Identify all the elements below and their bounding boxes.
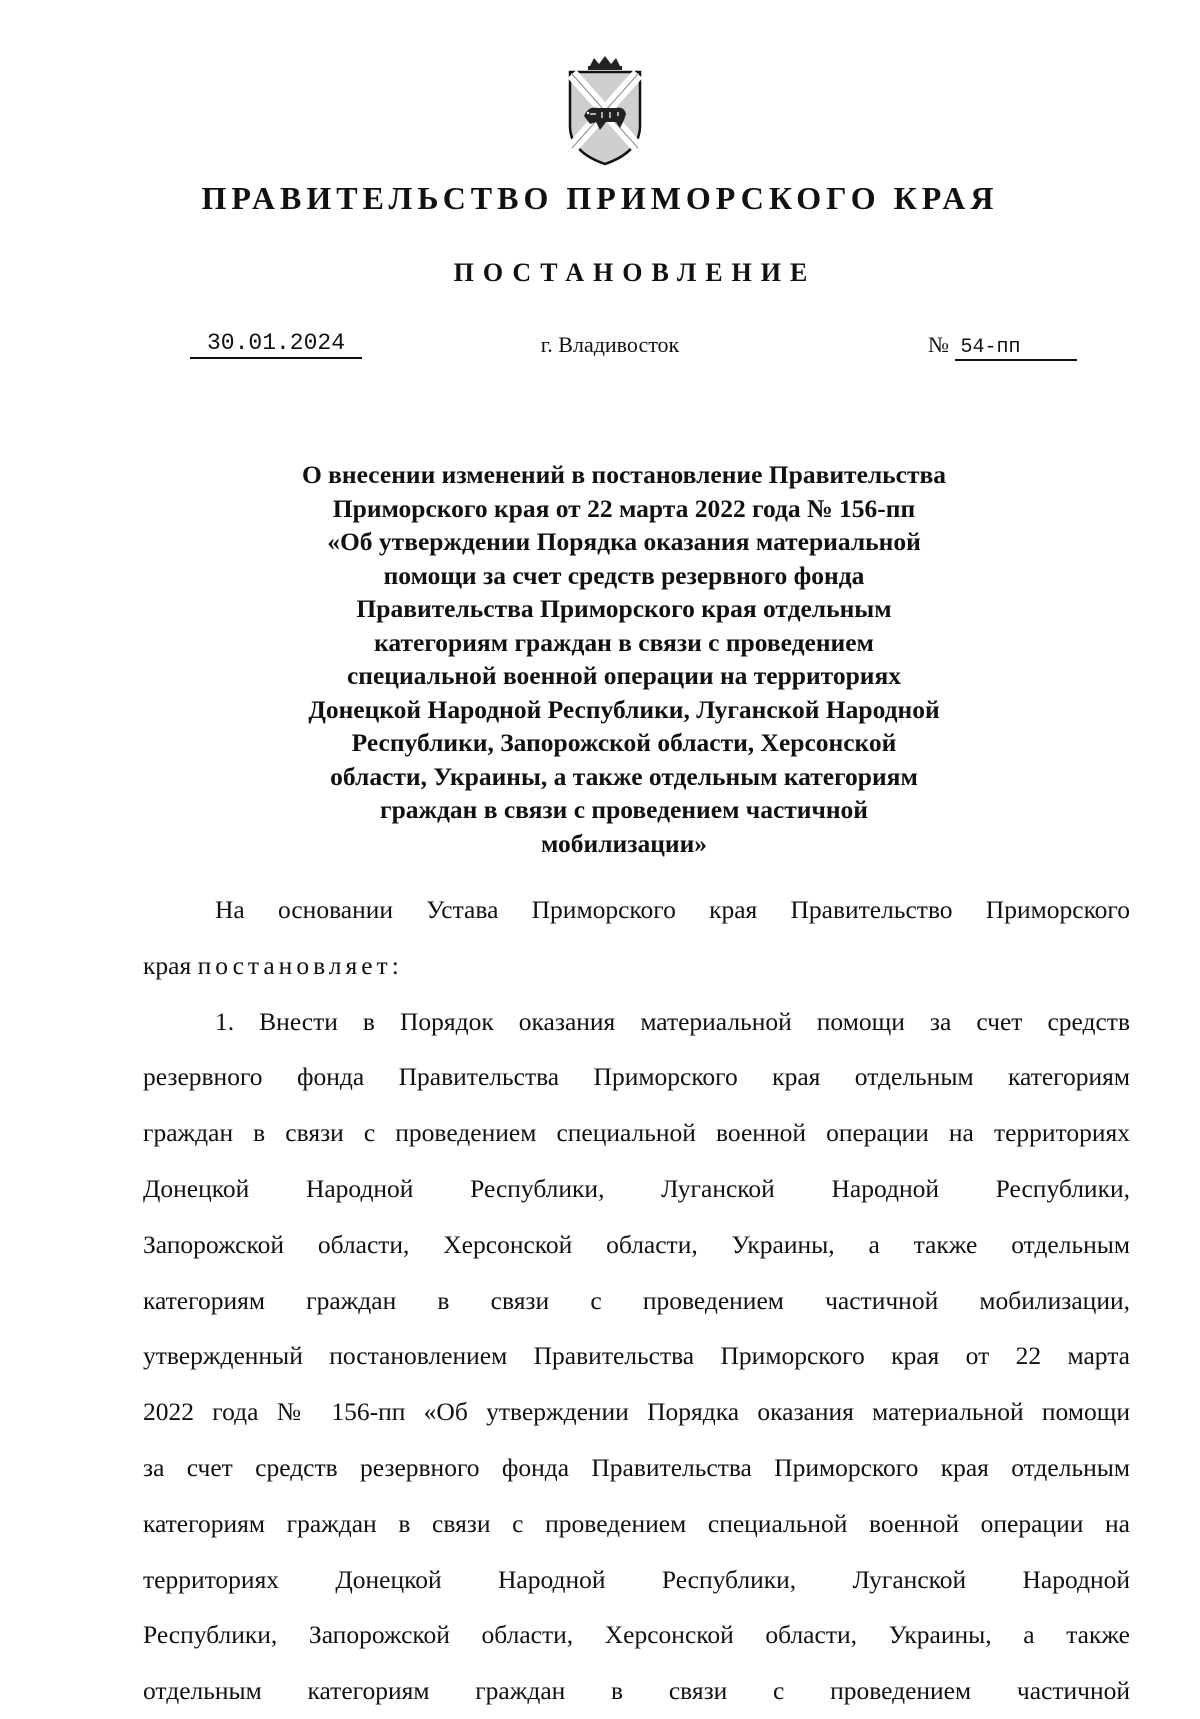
body-line: Запорожской области, Херсонской области, Украины, а также отдельным (143, 1229, 1130, 1259)
subject-line: Республики, Запорожской области, Херсонской (351, 728, 897, 757)
body-line: Республики, Запорожской области, Херсонской области, Украины, а также (143, 1620, 1130, 1650)
subject-line: Правительства Приморского края отдельным (356, 594, 892, 623)
body-line: резервного фонда Правительства Приморского края отдельным категориям (143, 1062, 1130, 1092)
body-line: отдельным категориям граждан в связи с проведением частичной (143, 1676, 1130, 1706)
coat-of-arms-emblem (566, 56, 644, 168)
document-city: г. Владивосток (540, 332, 680, 357)
subject-line: Донецкой Народной Республики, Луганской Народной (308, 694, 940, 724)
subject-line: категориям граждан в связи с проведением (374, 627, 874, 657)
body-line (143, 938, 1130, 994)
body-text: края (143, 950, 192, 980)
body-line: 2022 года № 156-пп «Об утверждении Порядка оказания материальной помощи (143, 1397, 1130, 1427)
subject-line: Приморского края от 22 марта 2022 года № 156-пп (332, 493, 916, 523)
number-label: № (928, 332, 949, 357)
body-line: 1. Внести в Порядок оказания материальной помощи за счет средств (215, 1006, 1130, 1036)
body-line: категориям граждан в связи с проведением специальной военной операции на (143, 1508, 1130, 1538)
document-type: ПОСТАНОВЛЕНИЕ (453, 258, 817, 287)
body-line: утвержденный постановлением Правительства Приморского края от 22 марта (143, 1341, 1130, 1371)
subject-line: «Об утверждении Порядка оказания материальной (327, 527, 921, 556)
organization-title: ПРАВИТЕЛЬСТВО ПРИМОРСКОГО КРАЯ (201, 180, 999, 216)
body-line: категориям граждан в связи с проведением частичной мобилизации, (143, 1285, 1130, 1315)
subject-line: граждан в связи с проведением частичной (379, 795, 868, 824)
subject-line: области, Украины, а также отдельным категориям (330, 761, 918, 791)
subject-line: помощи за счет средств резервного фонда (383, 560, 865, 590)
document-date: 30.01.2024 (190, 330, 362, 359)
document-subject (248, 458, 1000, 860)
document-body (143, 882, 1130, 1719)
body-line: территориях Донецкой Народной Республики, Луганской Народной (143, 1564, 1130, 1594)
body-line: Донецкой Народной Республики, Луганской Народной Республики, (143, 1173, 1130, 1203)
body-line: граждан в связи с проведением специальной военной операции на территориях (143, 1118, 1130, 1148)
subject-line: специальной военной операции на территориях (346, 661, 902, 690)
subject-line: мобилизации» (540, 828, 708, 858)
body-line: за счет средств резервного фонда Правительства Приморского края отдельным (143, 1452, 1130, 1482)
subject-line: О внесении изменений в постановление Правительства (301, 460, 947, 489)
body-line: На основании Устава Приморского края Правительство Приморского (215, 895, 1130, 924)
document-number (928, 332, 1077, 361)
resolution-verb: постановляет: (197, 950, 403, 980)
number-value: 54-пп (955, 336, 1077, 361)
